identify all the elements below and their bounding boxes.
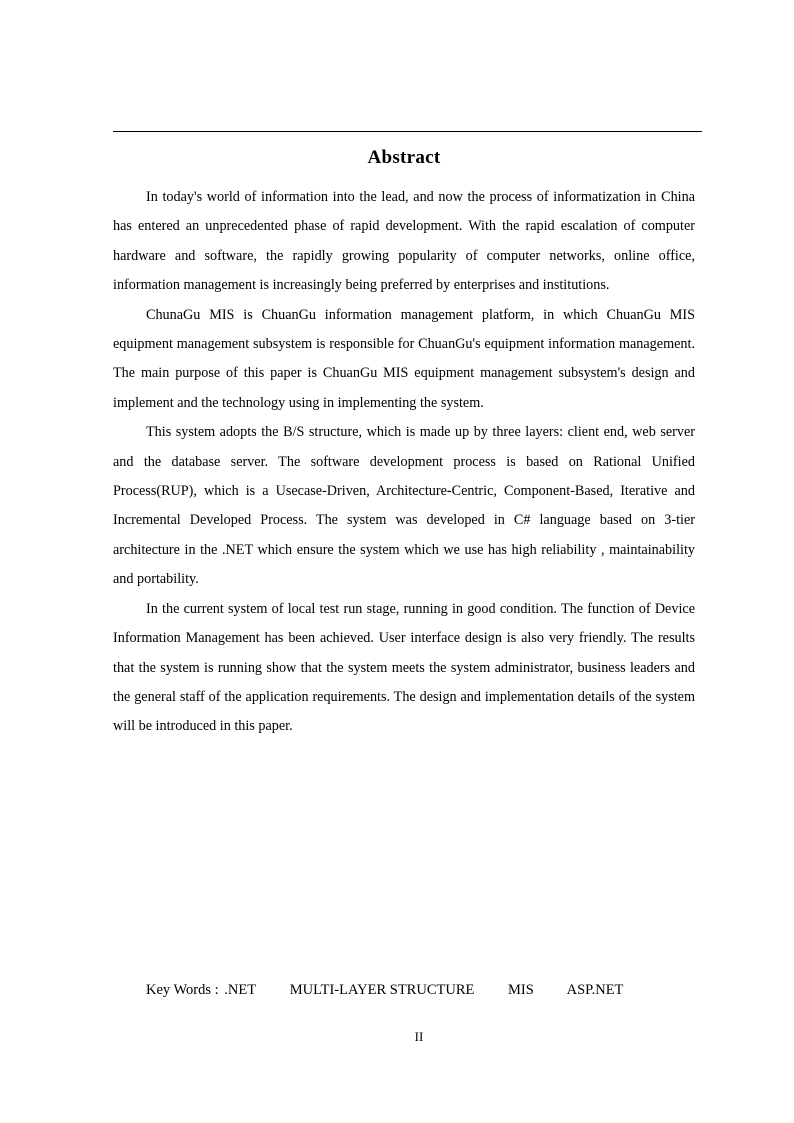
- abstract-paragraph: This system adopts the B/S structure, which is made up by three layers: client end, web server and the database server. The software development process is based on Rational Unified Process(RUP), which is a Usecase-Driven, Architecture-Centric, Component-Based, Iterative and Incremental Developed Process. The system was developed in C# language based on 3-tier architecture in the .NET which ensure the system which we use has high reliability , maintainability and portability.: [113, 424, 695, 588]
- keyword-item: MIS: [507, 982, 534, 998]
- abstract-paragraph: In today's world of information into the lead, and now the process of informatization in China has entered an unprecedented phase of rapid development. With the rapid escalation of computer hardware and software, the rapidly growing popularity of computer networks, online office, information management is increasingly being preferred by enterprises and institutions.: [113, 189, 695, 294]
- abstract-body: [113, 183, 695, 742]
- abstract-paragraph: ChunaGu MIS is ChuanGu information management platform, in which ChuanGu MIS equipment management subsystem is responsible for ChuanGu's equipment information management. The main purpose of this paper is ChuanGu MIS equipment management subsystem's design and implement and the technology using in implementing the system.: [113, 306, 695, 411]
- keywords-line: [146, 982, 623, 999]
- keyword-item: ASP.NET: [566, 982, 624, 998]
- header-rule: [113, 131, 702, 132]
- abstract-paragraph: In the current system of local test run stage, running in good condition. The function of Device Information Management has been achieved. User interface design is also very friendly. The results that the system is running show that the system meets the system administrator, business leaders and the general staff of the application requirements. The design and implementation details of the system will be introduced in this paper.: [113, 600, 695, 735]
- keywords-label: Key Words :: [146, 982, 219, 998]
- keyword-item: MULTI-LAYER STRUCTURE: [289, 982, 475, 998]
- keyword-item: .NET: [224, 982, 257, 998]
- abstract-title: Abstract: [367, 147, 441, 168]
- page-number: II: [414, 1029, 424, 1044]
